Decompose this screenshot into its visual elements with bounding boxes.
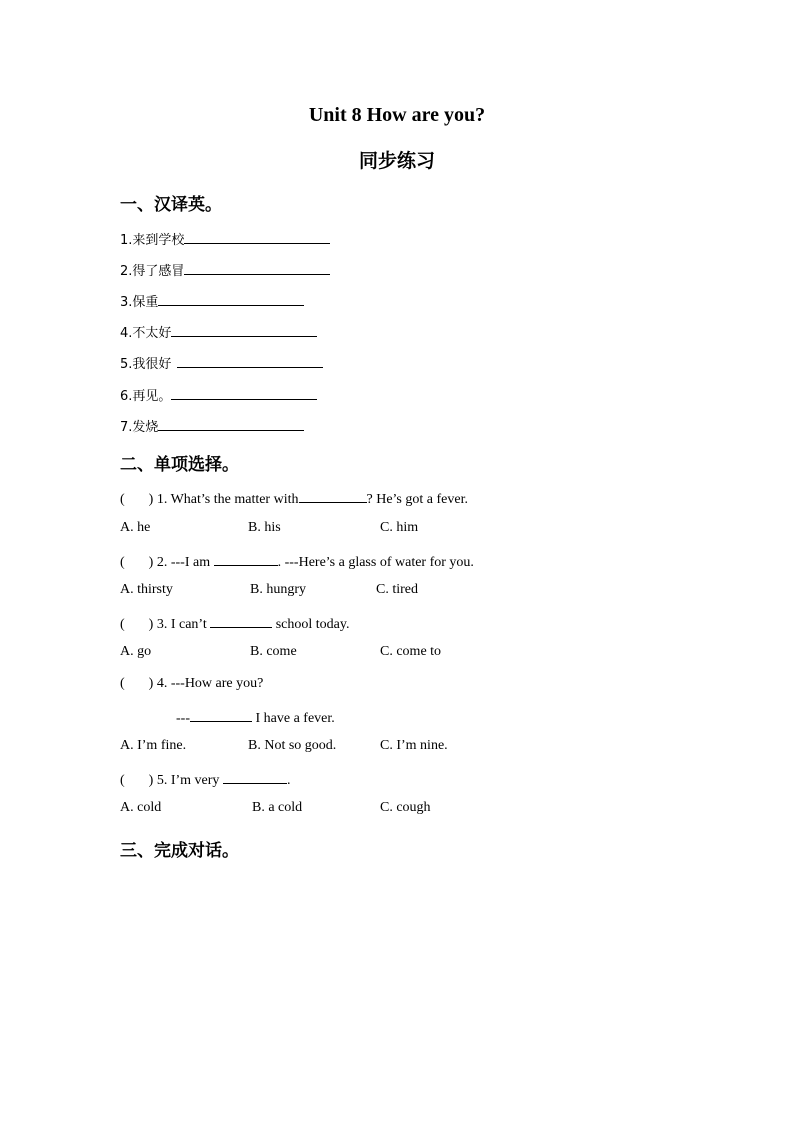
translation-item-label: 2.得了感冒	[120, 264, 185, 279]
question-text-after: ? He’s got a fever.	[366, 492, 468, 507]
option-a[interactable]: A. cold	[120, 800, 162, 815]
translation-item	[120, 291, 304, 310]
translation-item-label: 7.发烧	[120, 420, 159, 435]
answer-blank[interactable]	[184, 260, 330, 275]
question-text: ) 2. ---I am	[148, 555, 211, 570]
answer-blank[interactable]	[299, 488, 367, 503]
answer-blank[interactable]	[171, 322, 317, 337]
translation-item	[120, 229, 330, 248]
question-text: ) 5. I’m very	[148, 773, 220, 788]
answer-blank[interactable]	[214, 551, 278, 566]
answer-paren-open: (	[120, 555, 125, 570]
answer-blank[interactable]	[190, 707, 252, 722]
option-b[interactable]: B. come	[250, 644, 297, 659]
page-title: Unit 8 How are you?	[308, 104, 486, 126]
option-b[interactable]: B. his	[248, 520, 281, 535]
dialogue-prefix: ---	[176, 711, 190, 726]
question-text-after: .	[286, 773, 291, 788]
translation-item-label: 6.再见。	[120, 389, 172, 404]
answer-blank[interactable]	[158, 416, 304, 431]
translation-item-label: 1.来到学校	[120, 233, 185, 248]
answer-blank[interactable]	[158, 291, 304, 306]
answer-blank[interactable]	[177, 353, 323, 368]
translation-item	[120, 416, 304, 435]
answer-paren-open: (	[120, 617, 125, 632]
section-heading-multiple-choice: 二、单项选择。	[120, 455, 239, 475]
translation-item	[120, 322, 317, 341]
translation-item-label: 3.保重	[120, 295, 159, 310]
translation-item	[120, 353, 323, 372]
page-subtitle: 同步练习	[358, 150, 435, 172]
question-text-after: school today.	[275, 617, 350, 632]
option-b[interactable]: B. hungry	[250, 582, 306, 597]
question-text: ) 1. What’s the matter with	[148, 492, 299, 507]
answer-paren-open: (	[120, 492, 125, 507]
option-c[interactable]: C. cough	[380, 800, 431, 815]
question-2	[120, 551, 474, 571]
section-heading-translation: 一、汉译英。	[120, 195, 222, 215]
question-4-response	[176, 707, 335, 727]
question-1	[120, 488, 468, 508]
question-4	[120, 676, 263, 692]
option-a[interactable]: A. thirsty	[120, 582, 173, 597]
translation-item-label: 4.不太好	[120, 326, 172, 341]
answer-blank[interactable]	[171, 385, 317, 400]
option-c[interactable]: C. come to	[380, 644, 442, 659]
question-text: ) 4. ---How are you?	[148, 676, 264, 691]
answer-blank[interactable]	[210, 613, 272, 628]
option-c[interactable]: C. tired	[376, 582, 418, 597]
answer-paren-open: (	[120, 676, 125, 691]
translation-item	[120, 385, 317, 404]
answer-paren-open: (	[120, 773, 125, 788]
question-text-after: I have a fever.	[255, 711, 335, 726]
question-text: ) 3. I can’t	[148, 617, 207, 632]
option-b[interactable]: B. Not so good.	[248, 738, 337, 753]
section-heading-dialogue: 三、完成对话。	[120, 841, 239, 861]
answer-blank[interactable]	[223, 769, 287, 784]
option-a[interactable]: A. I’m fine.	[120, 738, 187, 753]
option-b[interactable]: B. a cold	[252, 800, 303, 815]
option-c[interactable]: C. I’m nine.	[380, 738, 448, 753]
translation-item-label: 5.我很好	[120, 357, 172, 372]
question-3	[120, 613, 349, 633]
answer-blank[interactable]	[184, 229, 330, 244]
question-text-after: . ---Here’s a glass of water for you.	[277, 555, 474, 570]
option-a[interactable]: A. go	[120, 644, 152, 659]
option-c[interactable]: C. him	[380, 520, 419, 535]
translation-item	[120, 260, 330, 279]
option-a[interactable]: A. he	[120, 520, 151, 535]
question-5	[120, 769, 290, 789]
